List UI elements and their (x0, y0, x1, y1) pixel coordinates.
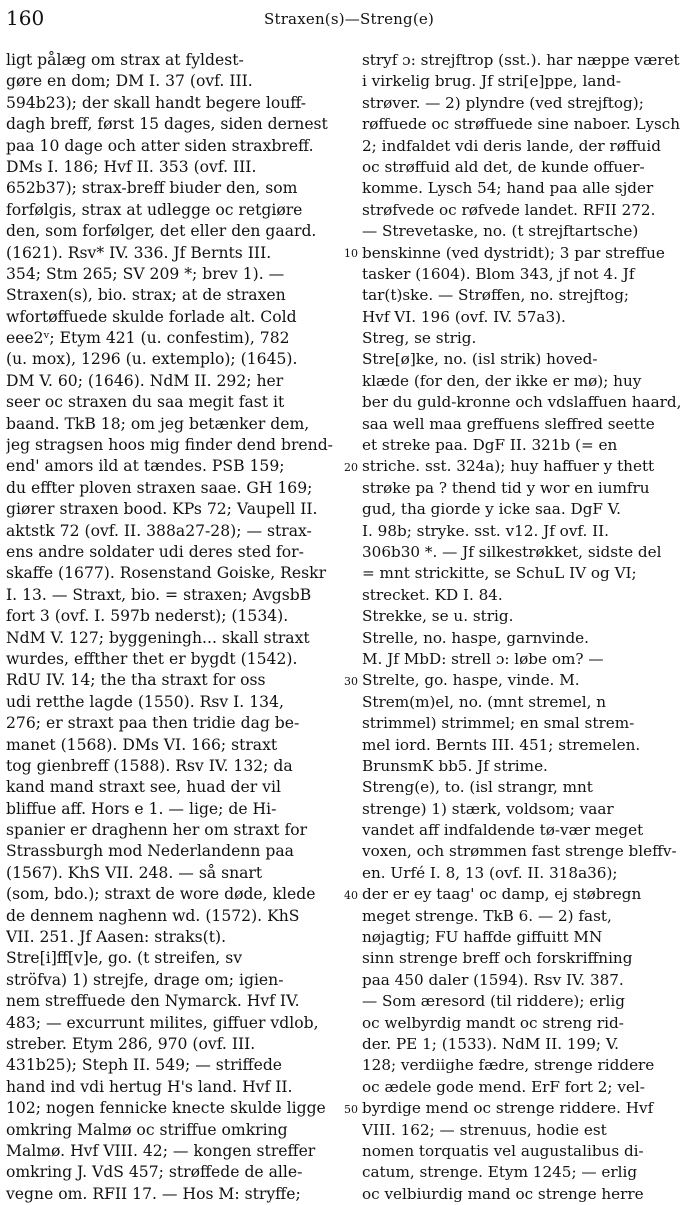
right-column-line: Hvf VI. 196 (ovf. IV. 57a3). (362, 307, 566, 326)
right-column-line: Streng(e), to. (isl strangr, mnt (362, 778, 593, 797)
left-column-line: Malmø. Hvf VIII. 42; — kongen streffer (6, 1141, 316, 1160)
left-column-line: du effter ploven straxen saae. GH 169; (6, 478, 313, 497)
left-column-line: skaffe (1677). Rosenstand Goiske, Reskr (6, 564, 327, 583)
left-column-line: (1621). Rsv* IV. 336. Jf Bernts III. (6, 243, 272, 262)
left-column-line: spanier er draghenn her om straxt for (6, 821, 308, 840)
right-column-line: Strekke, se u. strig. (362, 607, 514, 626)
line-number: 40 (344, 888, 358, 902)
right-column-line: 306b30 *. — Jf silkestrøkket, sidste del (362, 542, 662, 561)
left-column-line: I. 13. — Straxt, bio. = straxen; AvgsbB (6, 585, 312, 604)
left-column-line: wfortøffuede skulde forlade alt. Cold (6, 307, 297, 326)
right-column-line: Strelte, go. haspe, vinde. M. (362, 671, 580, 690)
right-column-line: — Strevetaske, no. (t strejftartsche) (362, 222, 639, 241)
left-column-line: 276; er straxt paa then tridie dag be- (6, 714, 300, 733)
right-column-line: tasker (1604). Blom 343, jf not 4. Jf (362, 264, 635, 283)
right-column-line: vandet aff indfaldende tø-vær meget (362, 821, 644, 840)
right-column-line: — Som æresord (til riddere); erlig (362, 992, 625, 1011)
left-column-line: 594b23); der skall handt begere louff- (6, 93, 307, 112)
line-number: 20 (344, 460, 358, 474)
right-column-line: meget strenge. TkB 6. — 2) fast, (362, 906, 612, 925)
right-column-line: 2; indfaldet vdi deris lande, der røffuid (362, 136, 661, 155)
left-column-line: vegne om. RFII 17. — Hos M: stryffe; (6, 1184, 301, 1203)
page-number: 160 (6, 6, 45, 30)
left-column-line: ligt pålæg om strax at fyldest- (6, 51, 244, 69)
left-column-line: end' amors ild at tændes. PSB 159; (6, 457, 285, 476)
right-column-line: sinn strenge breff och forskriffning (362, 949, 633, 968)
left-column-line: de dennem naghenn wd. (1572). KhS (6, 906, 300, 925)
right-column-line: Strem(m)el, no. (mnt stremel, n (362, 692, 607, 711)
right-column-line: klæde (for den, der ikke er mø); huy (362, 371, 642, 390)
left-column-line: paa 10 dage och atter siden straxbreff. (6, 136, 314, 155)
left-column-line: omkring Malmø oc striffue omkring (6, 1120, 288, 1139)
line-number: 50 (344, 1102, 358, 1116)
right-column-line: oc welbyrdig mandt oc streng rid- (362, 1013, 624, 1032)
left-column-line: VII. 251. Jf Aasen: straks(t). (6, 928, 227, 947)
left-column-line: Strassburgh mod Nederlandenn paa (6, 842, 294, 861)
left-column-line: nem streffuede den Nymarck. Hvf IV. (6, 992, 300, 1011)
left-column-line: RdU IV. 14; the tha straxt for oss (6, 671, 266, 690)
right-column-line: der er ey taag' oc damp, ej støbregn (362, 885, 642, 904)
right-column-line: strecket. KD I. 84. (362, 585, 503, 604)
left-column-line: forfølgis, strax at udlegge oc retgiøre (6, 200, 303, 219)
right-column-line: oc strøffuid ald det, de kunde offuer- (362, 157, 645, 176)
left-column-line: manet (1568). DMs VI. 166; straxt (6, 735, 278, 754)
right-column-line: M. Jf MbD: strell ɔ: løbe om? — (362, 649, 604, 668)
left-column-line: gøre en dom; DM I. 37 (ovf. III. (6, 72, 253, 91)
left-column-line: (1567). KhS VII. 248. — så snart (6, 863, 263, 882)
left-column-line: aktstk 72 (ovf. II. 388a27-28); — strax- (6, 521, 312, 540)
right-column-line: strøver. — 2) plyndre (ved strejftog); (362, 93, 644, 112)
left-column-line: ens andre soldater udi deres sted for- (6, 542, 304, 561)
right-column-line: BrunsmK bb5. Jf strime. (362, 756, 548, 775)
right-column-line: i virkelig brug. Jf stri[e]ppe, land- (362, 72, 622, 91)
left-column-line: 652b37); strax-breff biuder den, som (6, 179, 298, 198)
page-header (4, 4, 694, 34)
left-column-line: streber. Etym 286, 970 (ovf. III. (6, 1034, 256, 1053)
left-column (6, 50, 342, 1205)
left-column-line: seer oc straxen du saa megit fast it (6, 393, 285, 412)
right-column-line: Stre[ø]ke, no. (isl strik) hoved- (362, 350, 598, 369)
right-column-line: et streke paa. DgF II. 321b (= en (362, 436, 618, 455)
line-number: 10 (344, 246, 358, 260)
left-column-line: fort 3 (ovf. I. 597b nederst); (1534). (6, 607, 289, 626)
right-column-line: der. PE 1; (1533). NdM II. 199; V. (362, 1034, 619, 1053)
left-column-line: 431b25); Steph II. 549; — striffede (6, 1056, 283, 1075)
right-column-line: ber du guld-kronne och vdslaffuen haard, (362, 393, 682, 412)
right-column-line: byrdige mend oc strenge riddere. Hvf (362, 1099, 654, 1118)
right-column-line: Strelle, no. haspe, garnvinde. (362, 628, 589, 647)
right-column-line: Streg, se strig. (362, 329, 477, 348)
right-column-line: = mnt strickitte, se SchuL IV og VI; (362, 564, 637, 583)
right-column-line: striche. sst. 324a); huy haffuer y thett (362, 457, 655, 476)
left-column-line: 483; — excurrunt milites, giffuer vdlob, (6, 1013, 319, 1032)
left-column-line: Stre[i]ff[v]e, go. (t streifen, sv (6, 949, 243, 968)
running-head: Straxen(s)—Streng(e) (263, 10, 434, 28)
left-column-line: baand. TkB 18; om jeg betænker dem, (6, 414, 310, 433)
left-column-line: Straxen(s), bio. strax; at de straxen (6, 286, 286, 305)
left-column-line: NdM V. 127; byggeningh... skall straxt (6, 628, 310, 647)
right-column-line: gud, tha giorde y icke saa. DgF V. (362, 500, 621, 519)
right-column-line: I. 98b; stryke. sst. v12. Jf ovf. II. (362, 521, 609, 540)
left-column-line: ströfva) 1) strejfe, drage om; igien- (6, 970, 284, 989)
right-column-line: komme. Lysch 54; hand paa alle sjder (362, 179, 654, 198)
left-column-line: DMs I. 186; Hvf II. 353 (ovf. III. (6, 157, 257, 176)
left-column-line: dagh breff, først 15 dages, siden dernest (6, 115, 328, 134)
right-column-line: tar(t)ske. — Strøffen, no. strejftog; (362, 286, 630, 305)
right-column-line: nøjagtig; FU haffde giffuitt MN (362, 928, 603, 947)
right-column-line: oc ædele gode mend. ErF fort 2; vel- (362, 1077, 645, 1096)
right-column (362, 50, 694, 1205)
right-column-line: benskinne (ved dystridt); 3 par streffue (362, 243, 665, 262)
right-column-line: paa 450 daler (1594). Rsv IV. 387. (362, 970, 624, 989)
right-column-line: strimmel) strimmel; en smal strem- (362, 714, 635, 733)
left-column-line: 354; Stm 265; SV 209 *; brev 1). — (6, 264, 285, 283)
right-column-line: strøke pa ? thend tid y wor en iumfru (362, 478, 650, 497)
left-column-line: eee2ᵛ; Etym 421 (u. confestim), 782 (6, 329, 290, 348)
left-column-line: tog gienbreff (1588). Rsv IV. 132; da (6, 756, 293, 775)
right-column-line: 128; verdiighe fædre, strenge riddere (362, 1056, 655, 1075)
left-column-line: wurdes, effther thet er bygdt (1542). (6, 649, 298, 668)
left-column-line: DM V. 60; (1646). NdM II. 292; her (6, 371, 284, 390)
left-column-line: giører straxen bood. KPs 72; Vaupell II. (6, 500, 318, 519)
left-column-line: (som, bdo.); straxt de wore døde, klede (6, 885, 316, 904)
left-column-line: jeg stragsen hoos mig finder dend brend- (6, 436, 333, 455)
right-column-line: en. Urfé I. 8, 13 (ovf. II. 318a36); (362, 863, 618, 882)
left-column-line: 102; nogen fennicke knecte skulde ligge (6, 1099, 326, 1118)
right-column-line: strenge) 1) stærk, voldsom; vaar (362, 799, 614, 818)
line-number: 30 (344, 674, 358, 688)
right-column-line: oc velbiurdig mand oc strenge herre (362, 1184, 644, 1203)
right-column-line: mel iord. Bernts III. 451; stremelen. (362, 735, 641, 754)
left-column-line: kand mand straxt see, huad der vil (6, 778, 281, 797)
right-column-line: nomen torquatis vel augustalibus di- (362, 1141, 644, 1160)
right-column-line: saa well maa greffuens sleffred seette (362, 414, 655, 433)
right-column-line: røffuede oc strøffuede sine naboer. Lysch (362, 115, 681, 134)
right-column-line: VIII. 162; — strenuus, hodie est (362, 1120, 607, 1139)
left-column-line: omkring J. VdS 457; strøffede de alle- (6, 1163, 303, 1182)
left-column-line: hand ind vdi hertug H's land. Hvf II. (6, 1077, 293, 1096)
left-column-line: den, som forfølger, det eller den gaard. (6, 222, 317, 241)
right-column-line: voxen, och strømmen fast strenge bleffv- (362, 842, 677, 861)
left-column-line: udi retthe lagde (1550). Rsv I. 134, (6, 692, 284, 711)
right-column-line: stryf ɔ: strejftrop (sst.). har næppe været (362, 51, 680, 69)
right-column-line: strøfvede oc røfvede landet. RFII 272. (362, 200, 656, 219)
left-column-line: bliffue aff. Hors e 1. — lige; de Hi- (6, 799, 277, 818)
left-column-line: (u. mox), 1296 (u. extemplo); (1645). (6, 350, 298, 369)
right-column-line: catum, strenge. Etym 1245; — erlig (362, 1163, 638, 1182)
